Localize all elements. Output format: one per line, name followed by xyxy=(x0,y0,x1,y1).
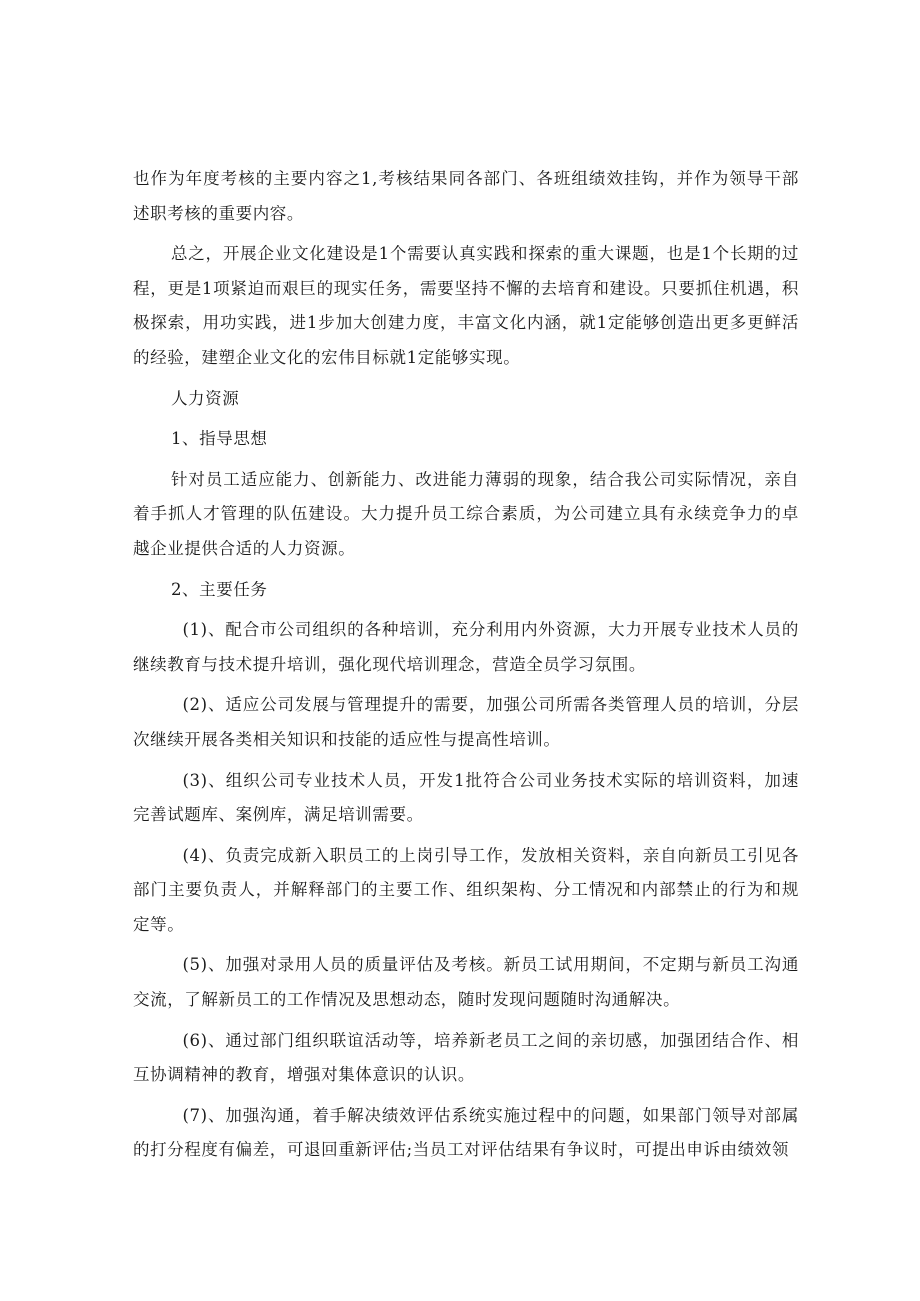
paragraph-guiding-principle: 针对员工适应能力、创新能力、改进能力薄弱的现象，结合我公司实际情况，亲自着手抓人才管理的队伍建设。大力提升员工综合素质，为公司建立具有永续竞争力的卓越企业提供合适的人力资源。 xyxy=(133,469,799,558)
task-item-5: (5)、加强对录用人员的质量评估及考核。新员工试用期间，不定期与新员工沟通交流，了解新员工的工作情况及思想动态，随时发现问题随时沟通解决。 xyxy=(133,955,799,1010)
paragraph-culture-summary: 总之，开展企业文化建设是1个需要认真实践和探索的重大课题，也是1个长期的过程，更是1项紧迫而艰巨的现实任务，需要坚持不懈的去培育和建设。只要抓住机遇，积极探索，用功实践，进1步加大创建力度，丰富文化内涵，就1定能够创造出更多更鲜活的经验，建塑企业文化的宏伟目标就1定能够实现。 xyxy=(133,244,799,367)
task-item-7: (7)、加强沟通，着手解决绩效评估系统实施过程中的问题，如果部门领导对部属的打分程度有偏差，可退回重新评估;当员工对评估结果有争议时，可提出申诉由绩效领 xyxy=(133,1105,799,1160)
task-item-1: (1)、配合市公司组织的各种培训，充分利用内外资源，大力开展专业技术人员的继续教育与技术提升培训，强化现代培训理念，营造全员学习氛围。 xyxy=(133,620,799,674)
task-item-4: (4)、负责完成新入职员工的上岗引导工作，发放相关资料，亲自向新员工引见各部门主要负责人，并解释部门的主要工作、组织架构、分工情况和内部禁止的行为和规定等。 xyxy=(133,845,799,934)
task-item-2: (2)、适应公司发展与管理提升的需要，加强公司所需各类管理人员的培训，分层次继续开展各类相关知识和技能的适应性与提高性培训。 xyxy=(133,695,799,749)
task-item-3: (3)、组织公司专业技术人员，开发1批符合公司业务技术实际的培训资料，加速完善试题库、案例库，满足培训需要。 xyxy=(133,770,799,825)
paragraph-appraisal-continuation: 也作为年度考核的主要内容之1,考核结果同各部门、各班组绩效挂钩，并作为领导干部述职考核的重要内容。 xyxy=(133,169,799,223)
subheading-guiding-principle: 1、指导思想 xyxy=(170,429,268,449)
section-heading-human-resources: 人力资源 xyxy=(170,388,240,408)
document-body xyxy=(133,162,799,1174)
task-item-6: (6)、通过部门组织联谊活动等，培养新老员工之间的亲切感，加强团结合作、相互协调精神的教育，增强对集体意识的认识。 xyxy=(133,1030,799,1085)
subheading-main-tasks: 2、主要任务 xyxy=(170,579,268,599)
